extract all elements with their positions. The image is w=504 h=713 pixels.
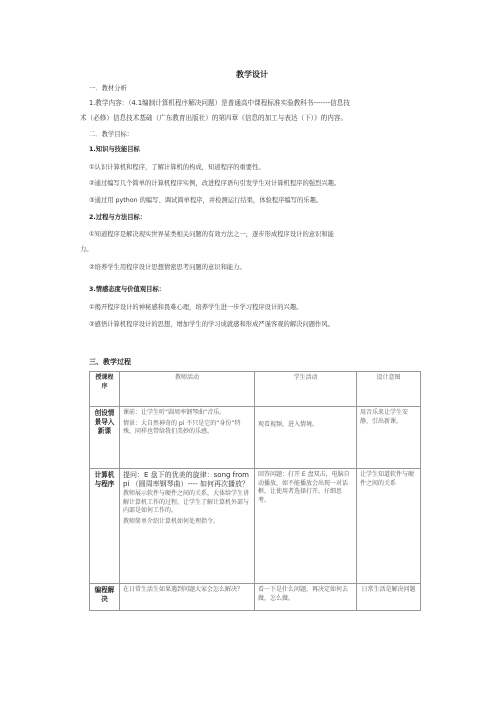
teacher-text: 课前：让学生听“圆周率钢琴曲”音乐。 [123,409,226,416]
process-item-1-line-1: ①知道程序是解决现实世界某类相关问题的有效方法之一，逐步形成程序设计的意识和能 [89,231,334,238]
section-heading-goals: 二．教学目标： [89,131,134,138]
header-design-intent: 设计意图 [357,372,421,407]
table-row [90,469,421,584]
header-procedure: 授课程序 [90,372,120,407]
teacher-text: 在日常生活生如果遇到问题大家会怎么解决？ [123,586,244,593]
design-intent-cell: 用音乐来让学生安静，引出新课。 [357,407,421,469]
row-lead-cell: 计算机与程序 [90,469,120,584]
teacher-text: 情景：大自然神奇的 pi 不只是它的“身份”特殊，同样也带给我们美妙的乐感。 [123,419,241,435]
teacher-activity-cell [120,407,255,469]
knowledge-item-3: ③通过用 python 的编写、调试简单程序，并检测运行结果，体验程序编写的乐趣。 [89,197,323,204]
teaching-process-table [89,371,421,611]
row-lead-cell: 编程解决 [90,584,120,611]
student-activity-cell: 回答问题：打开 E 盘双击，电脑自动播放，如不能播放会出现一对话框，让使用者选择打开。仔细思考。 [255,469,357,584]
teacher-activity-cell [120,469,255,584]
goal-attitude-heading: 3.情感态度与价值观目标： [89,286,166,293]
design-intent-cell: 日常生活是解决问题 [357,584,421,611]
teacher-text: 提问：E 盘下的优美的旋律：song from pi （圆周率钢琴曲）---- 如何再次播放？ [123,471,249,488]
goal-knowledge-heading: 1.知识与技能目标 [89,146,140,153]
teacher-text: 教师简单介绍计算机如何处理指令。 [123,517,220,525]
section-heading-textbook: 一．教材分析 [89,85,127,92]
student-activity-cell: 观看视频，进入情境。 [255,407,357,469]
student-activity-cell: 看一下是什么问题，再决定如何去做，怎么做。 [255,584,357,611]
table-header-row [90,372,421,407]
content-line-2: 术（必修）信息技术基础（广东教育出版社）的第四章《信息的加工与表达（下）》的内容。 [80,114,348,122]
section-heading-process: 三、教学过程 [89,358,131,366]
header-student-activity: 学生活动 [255,372,357,407]
table-row [90,407,421,469]
header-teacher-activity: 教师活动 [120,372,255,407]
process-item-2: ②培养学生用程序设计思想情密思考问题的意识和能力。 [89,264,246,271]
document-title: 教学设计 [236,70,268,79]
teacher-text: 教师展示软件与硬件之间的关系，大体给学生讲解计算机工作的过程，让学生了解计算机外部与内部是如何工作的。 [123,490,250,514]
row-lead-cell: 创设情景导入新课 [90,407,120,469]
attitude-item-2: ②感悟计算机程序设计的思想，增加学生的学习成就感和形成严谨客观的解决问题作风。 [89,321,334,328]
goal-process-heading: 2.过程与方法目标： [89,214,147,221]
knowledge-item-2: ②通过编写几个简单的计算机程序实例，改进程序语句引发学生对计算机程序的强烈兴趣。 [89,180,341,187]
table-row [90,584,421,611]
attitude-item-1: ①揭开程序设计的神秘感和畏难心理，培养学生进一步学习程序设计的兴趣。 [89,304,303,311]
knowledge-item-1: ①认识计算机和程序，了解计算机的构成，知道程序的重要性。 [89,164,265,171]
design-intent-cell: 让学生知道软件与硬件之间的关系 [357,469,421,584]
process-item-1-line-2: 力。 [80,246,93,253]
content-line-1: 1.教学内容：（4.1编制计算机程序解决问题）是普通高中课程标准实验教科书-------信息技 [89,99,350,107]
teacher-activity-cell [120,584,255,611]
